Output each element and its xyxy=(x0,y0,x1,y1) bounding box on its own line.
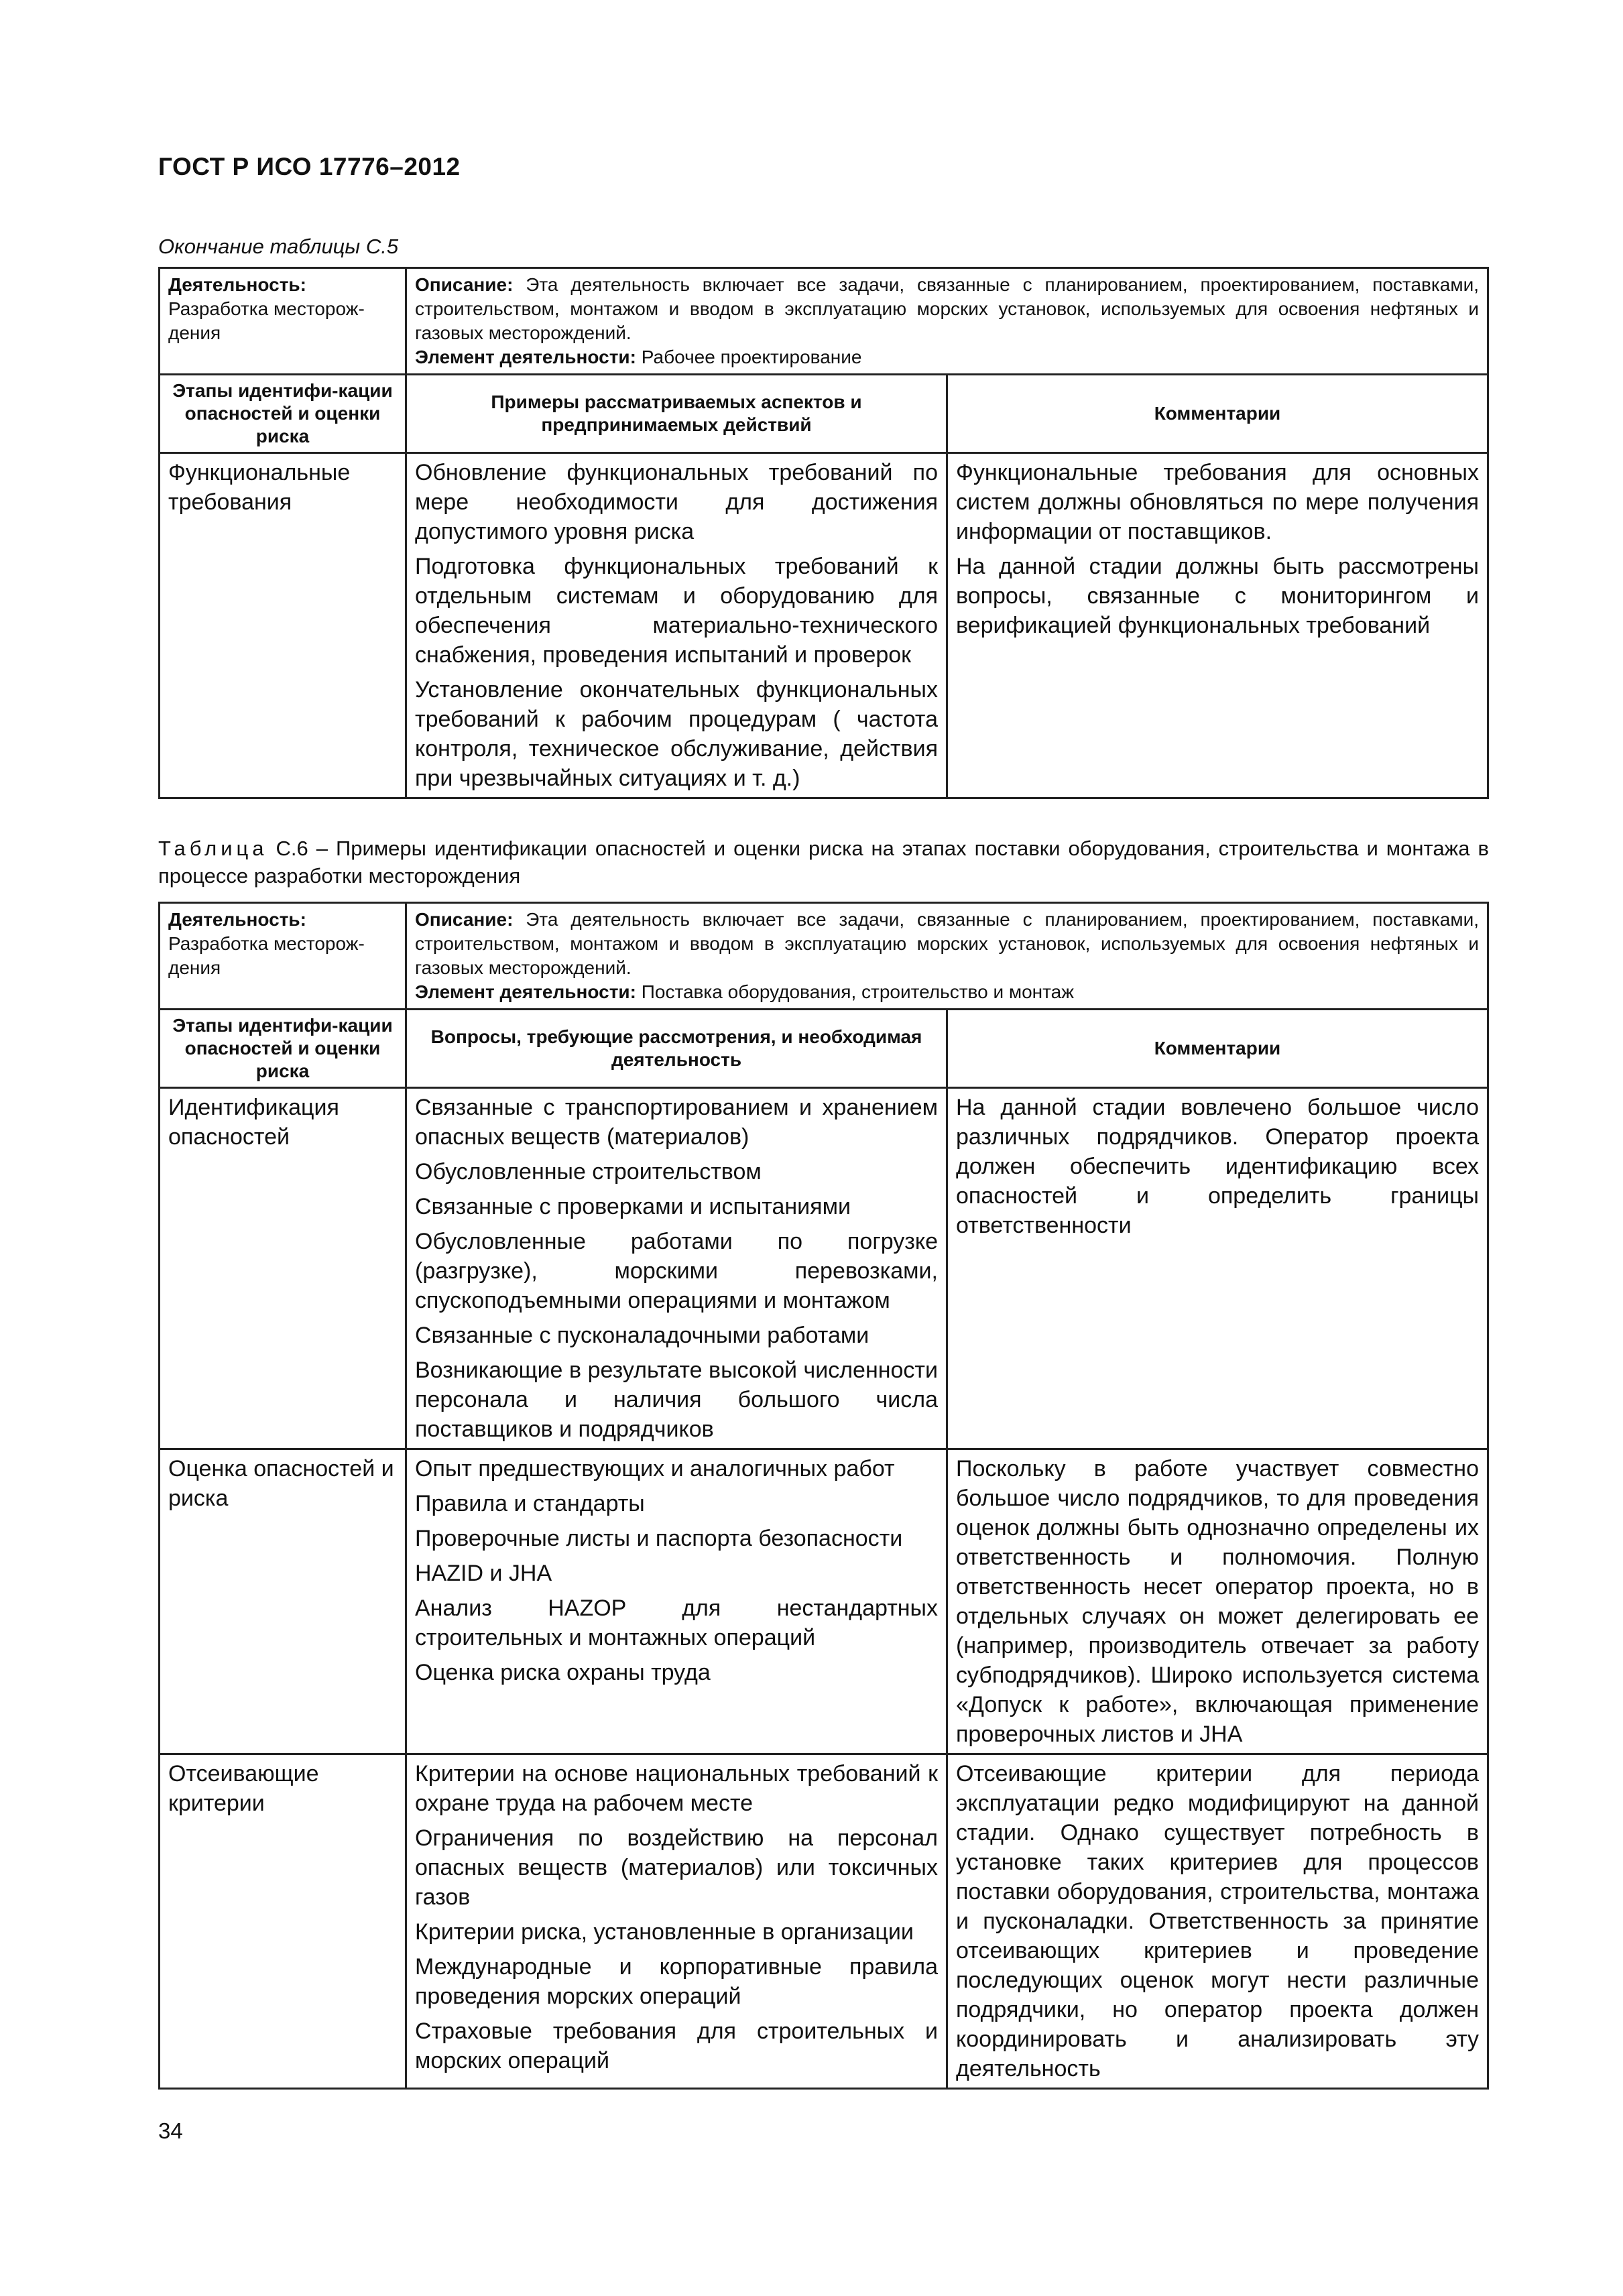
stage-cell: Оценка опасностей и риска xyxy=(160,1449,406,1754)
comments-cell xyxy=(947,1449,1488,1754)
activity-row xyxy=(160,903,1488,1010)
page-number: 34 xyxy=(158,2118,183,2143)
comment: На данной стадии вовлечено большое число различных подрядчиков. Оператор проекта должен обеспечить идентификацию всех опасностей и определить границы ответственности xyxy=(956,1095,1479,1238)
items-cell xyxy=(406,453,947,798)
comments-cell xyxy=(947,1088,1488,1449)
table-row xyxy=(160,453,1488,798)
list-item: Связанные с проверками и испытаниями xyxy=(415,1194,851,1219)
activity-cell xyxy=(160,903,406,1010)
comment: На данной стадии должны быть рассмотрены вопросы, связанные с мониторингом и верификацией функциональных требований xyxy=(956,554,1479,638)
header-examples: Примеры рассматриваемых аспектов и предпринимаемых действий xyxy=(406,375,947,453)
table-c6-caption-text: С.6 – Примеры идентификации опасностей и оценки риска на этапах поставки оборудования, строительства и монтажа в процессе разработки месторождения xyxy=(158,837,1489,888)
activity-label: Деятельность: xyxy=(168,274,306,295)
comment: Отсеивающие критерии для периода эксплуатации редко модифицируют на данной стадии. Однако существует потребность в установке таких критериев для процессов поставки оборудования, строительства, монтажа и пусконаладки. Ответственность за принятие отсеивающих критериев и проведение последующих оценок могут нести различные подрядчики, но оператор проекта должен координировать и анализировать эту деятельность xyxy=(956,1761,1479,2081)
activity-element-value: Рабочее проектирование xyxy=(641,347,862,367)
list-item: Международные и корпоративные правила проведения морских операций xyxy=(415,1954,938,2009)
comments-cell xyxy=(947,1754,1488,2089)
table-c6-caption xyxy=(158,835,1489,890)
list-item: Обусловленные работами по погрузке (разгрузке), морскими перевозками, спускоподъемными операциями и монтажом xyxy=(415,1229,938,1313)
description-text: Эта деятельность включает все задачи, связанные с планированием, проектированием, поставками, строительством, монтажом и вводом в эксплуатацию морских установок, используемых для освоения нефтяных и газовых месторождений. xyxy=(415,274,1479,343)
list-item: Установление окончательных функциональных требований к рабочим процедурам ( частота контроля, техническое обслуживание, действия при чрезвычайных ситуациях и т. д.) xyxy=(415,677,938,791)
header-row xyxy=(160,375,1488,453)
activity-value: Разработка месторож-дения xyxy=(168,933,365,978)
table-row xyxy=(160,1754,1488,2089)
list-item: Обновление функциональных требований по мере необходимости для достижения допустимого уровня риска xyxy=(415,460,938,544)
list-item: Связанные с пусконаладочными работами xyxy=(415,1323,869,1348)
stage-cell: Идентификация опасностей xyxy=(160,1088,406,1449)
list-item: Страховые требования для строительных и морских операций xyxy=(415,2018,938,2073)
description-label: Описание: xyxy=(415,909,514,930)
list-item: Ограничения по воздействию на персонал опасных веществ (материалов) или токсичных газов xyxy=(415,1825,938,1910)
list-item: Оценка риска охраны труда xyxy=(415,1660,711,1685)
activity-element-value: Поставка оборудования, строительство и монтаж xyxy=(641,981,1074,1002)
list-item: Опыт предшествующих и аналогичных работ xyxy=(415,1456,895,1482)
list-item: Проверочные листы и паспорта безопасности xyxy=(415,1526,903,1551)
list-item: Анализ HAZOP для нестандартных строительных и монтажных операций xyxy=(415,1595,938,1650)
header-questions: Вопросы, требующие рассмотрения, и необходимая деятельность xyxy=(406,1010,947,1088)
list-item: Критерии на основе национальных требований к охране труда на рабочем месте xyxy=(415,1761,938,1816)
list-item: Критерии риска, установленные в организации xyxy=(415,1919,914,1945)
list-item: Обусловленные строительством xyxy=(415,1159,762,1185)
table-c5 xyxy=(158,267,1489,799)
activity-element-label: Элемент деятельности: xyxy=(415,981,636,1002)
table-row xyxy=(160,1449,1488,1754)
header-comments: Комментарии xyxy=(947,375,1488,453)
description-text: Эта деятельность включает все задачи, связанные с планированием, проектированием, поставками, строительством, монтажом и вводом в эксплуатацию морских установок, используемых для освоения нефтяных и газовых месторождений. xyxy=(415,909,1479,978)
header-comments: Комментарии xyxy=(947,1010,1488,1088)
table-c5-caption: Окончание таблицы С.5 xyxy=(158,235,399,258)
items-cell xyxy=(406,1449,947,1754)
header-row xyxy=(160,1010,1488,1088)
comment: Поскольку в работе участвует совместно большое число подрядчиков, то для проведения оценок должны быть однозначно определены их ответственность и полномочия. Полную ответственность несет оператор проекта, но в отдельных случаях он может делегировать ее (например, производитель отвечает за работу субподрядчиков). Широко используется система «Допуск к работе», включающая применение проверочных листов и JHA xyxy=(956,1456,1479,1747)
header-stages: Этапы идентифи-кации опасностей и оценки риска xyxy=(160,375,406,453)
description-cell xyxy=(406,268,1488,375)
items-cell xyxy=(406,1754,947,2089)
document-header: ГОСТ Р ИСО 17776–2012 xyxy=(158,153,461,180)
activity-value: Разработка месторож-дения xyxy=(168,298,365,343)
activity-row xyxy=(160,268,1488,375)
description-cell xyxy=(406,903,1488,1010)
table-c6 xyxy=(158,902,1489,2090)
activity-cell xyxy=(160,268,406,375)
activity-label: Деятельность: xyxy=(168,909,306,930)
list-item: Подготовка функциональных требований к отдельным системам и оборудованию для обеспечения материально-технического снабжения, проведения испытаний и проверок xyxy=(415,554,938,668)
comments-cell xyxy=(947,453,1488,798)
stage-cell: Отсеивающие критерии xyxy=(160,1754,406,2089)
stage-cell: Функциональные требования xyxy=(160,453,406,798)
list-item: Правила и стандарты xyxy=(415,1491,645,1516)
items-cell xyxy=(406,1088,947,1449)
list-item: Возникающие в результате высокой численности персонала и наличия большого числа поставщиков и подрядчиков xyxy=(415,1357,938,1442)
table-c6-caption-prefix: Таблица xyxy=(158,837,268,860)
comment: Функциональные требования для основных систем должны обновляться по мере получения информации от поставщиков. xyxy=(956,460,1479,544)
list-item: Связанные с транспортированием и хранением опасных веществ (материалов) xyxy=(415,1095,938,1150)
list-item: HAZID и JHA xyxy=(415,1561,552,1586)
description-label: Описание: xyxy=(415,274,514,295)
header-stages: Этапы идентифи-кации опасностей и оценки риска xyxy=(160,1010,406,1088)
table-row xyxy=(160,1088,1488,1449)
activity-element-label: Элемент деятельности: xyxy=(415,347,636,367)
